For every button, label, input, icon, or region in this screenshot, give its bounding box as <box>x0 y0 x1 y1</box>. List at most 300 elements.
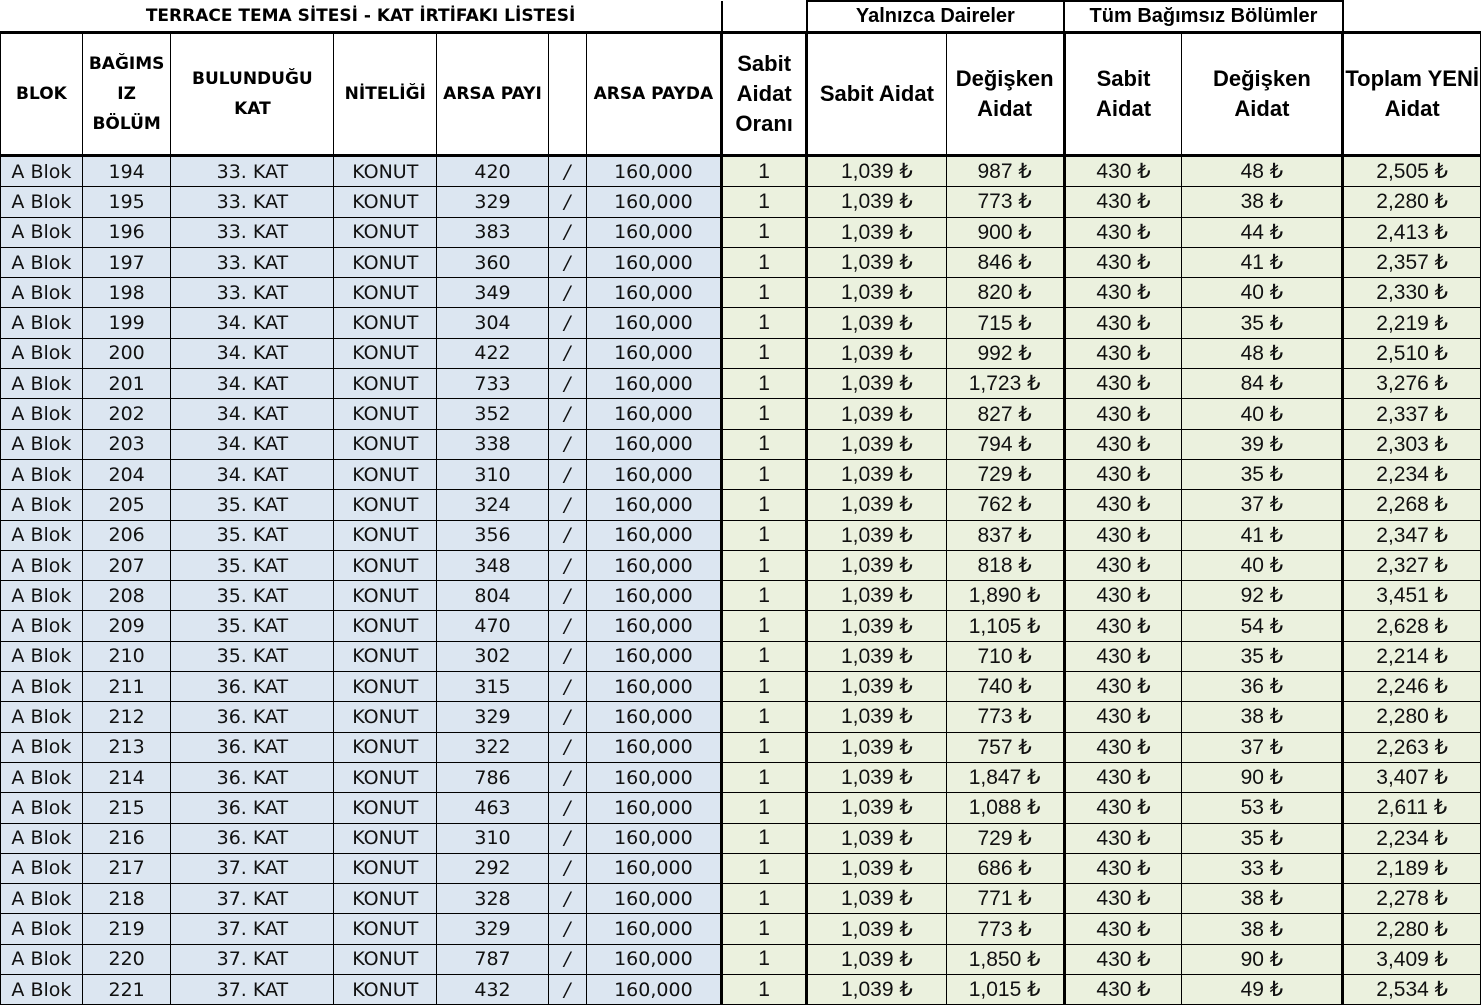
bagimsiz-bolum-cell: 205 <box>82 490 171 520</box>
blok-cell: A Blok <box>1 793 83 823</box>
blok-cell: A Blok <box>1 187 83 217</box>
table-row <box>1 490 1481 520</box>
daire-sabit-aidat-cell: 1,039 ₺ <box>807 308 947 338</box>
niteligi-cell: KONUT <box>334 550 437 580</box>
daire-degisken-aidat-cell: 1,015 ₺ <box>946 975 1064 1005</box>
niteligi-cell: KONUT <box>334 278 437 308</box>
arsa-payda-cell: 160,000 <box>586 672 722 702</box>
bagimsiz-bolum-cell: 210 <box>82 641 171 671</box>
tum-sabit-aidat-cell: 430 ₺ <box>1064 369 1182 399</box>
daire-sabit-aidat-cell: 1,039 ₺ <box>807 581 947 611</box>
table-row <box>1 247 1481 277</box>
bulundugu-kat-cell: 36. KAT <box>171 762 334 792</box>
sheet-title: TERRACE TEMA SİTESİ - KAT İRTİFAKI LİSTESİ <box>145 6 576 26</box>
bagimsiz-bolum-cell: 198 <box>82 278 171 308</box>
tum-sabit-aidat-cell: 430 ₺ <box>1064 399 1182 429</box>
bagimsiz-bolum-cell: 215 <box>82 793 171 823</box>
blok-cell: A Blok <box>1 732 83 762</box>
sabit-aidat-orani-cell: 1 <box>722 732 807 762</box>
blok-cell: A Blok <box>1 914 83 944</box>
niteligi-cell: KONUT <box>334 793 437 823</box>
arsa-payda-cell: 160,000 <box>586 156 722 187</box>
col-header-sabit-aidat-orani: Sabit Aidat Oranı <box>722 33 807 156</box>
tum-degisken-aidat-cell: 90 ₺ <box>1182 762 1343 792</box>
daire-degisken-aidat-cell: 820 ₺ <box>946 278 1064 308</box>
tum-degisken-aidat-cell: 41 ₺ <box>1182 247 1343 277</box>
sabit-aidat-orani-cell: 1 <box>722 641 807 671</box>
tum-degisken-aidat-cell: 48 ₺ <box>1182 338 1343 368</box>
bulundugu-kat-cell: 33. KAT <box>171 187 334 217</box>
daire-sabit-aidat-cell: 1,039 ₺ <box>807 641 947 671</box>
table-row <box>1 853 1481 883</box>
bulundugu-kat-cell: 35. KAT <box>171 550 334 580</box>
sabit-aidat-orani-cell: 1 <box>722 611 807 641</box>
slash-cell: / <box>548 672 586 702</box>
tum-degisken-aidat-cell: 40 ₺ <box>1182 399 1343 429</box>
niteligi-cell: KONUT <box>334 490 437 520</box>
table-row <box>1 884 1481 914</box>
arsa-payi-cell: 329 <box>437 914 549 944</box>
blok-cell: A Blok <box>1 308 83 338</box>
sabit-aidat-orani-cell: 1 <box>722 884 807 914</box>
daire-degisken-aidat-cell: 757 ₺ <box>946 732 1064 762</box>
niteligi-cell: KONUT <box>334 975 437 1005</box>
slash-cell: / <box>548 611 586 641</box>
daire-degisken-aidat-cell: 715 ₺ <box>946 308 1064 338</box>
bagimsiz-bolum-cell: 217 <box>82 853 171 883</box>
arsa-payi-cell: 787 <box>437 944 549 974</box>
niteligi-cell: KONUT <box>334 247 437 277</box>
daire-sabit-aidat-cell: 1,039 ₺ <box>807 884 947 914</box>
slash-cell: / <box>548 429 586 459</box>
tum-sabit-aidat-cell: 430 ₺ <box>1064 156 1182 187</box>
daire-sabit-aidat-cell: 1,039 ₺ <box>807 853 947 883</box>
arsa-payda-cell: 160,000 <box>586 459 722 489</box>
sabit-aidat-orani-cell: 1 <box>722 975 807 1005</box>
tum-sabit-aidat-cell: 430 ₺ <box>1064 672 1182 702</box>
sabit-aidat-orani-cell: 1 <box>722 581 807 611</box>
table-row <box>1 702 1481 732</box>
blok-cell: A Blok <box>1 399 83 429</box>
bulundugu-kat-cell: 37. KAT <box>171 975 334 1005</box>
bulundugu-kat-cell: 33. KAT <box>171 278 334 308</box>
toplam-yeni-aidat-cell: 2,505 ₺ <box>1343 156 1481 187</box>
tum-degisken-aidat-cell: 40 ₺ <box>1182 550 1343 580</box>
daire-degisken-aidat-cell: 846 ₺ <box>946 247 1064 277</box>
arsa-payda-cell: 160,000 <box>586 308 722 338</box>
tum-sabit-aidat-cell: 430 ₺ <box>1064 853 1182 883</box>
bulundugu-kat-cell: 35. KAT <box>171 611 334 641</box>
slash-cell: / <box>548 156 586 187</box>
slash-cell: / <box>548 520 586 550</box>
slash-cell: / <box>548 217 586 247</box>
bagimsiz-bolum-cell: 195 <box>82 187 171 217</box>
toplam-yeni-aidat-cell: 2,628 ₺ <box>1343 611 1481 641</box>
toplam-yeni-aidat-cell: 2,278 ₺ <box>1343 884 1481 914</box>
slash-cell: / <box>548 278 586 308</box>
bagimsiz-bolum-cell: 214 <box>82 762 171 792</box>
bulundugu-kat-cell: 34. KAT <box>171 369 334 399</box>
arsa-payda-cell: 160,000 <box>586 884 722 914</box>
arsa-payda-cell: 160,000 <box>586 490 722 520</box>
table-row <box>1 581 1481 611</box>
tum-degisken-aidat-cell: 54 ₺ <box>1182 611 1343 641</box>
table-body <box>1 156 1481 1005</box>
niteligi-cell: KONUT <box>334 641 437 671</box>
table-row <box>1 914 1481 944</box>
daire-degisken-aidat-cell: 729 ₺ <box>946 459 1064 489</box>
col-header-daire-degisken-aidat: Değişken Aidat <box>946 33 1064 156</box>
arsa-payda-cell: 160,000 <box>586 399 722 429</box>
bagimsiz-bolum-cell: 194 <box>82 156 171 187</box>
daire-degisken-aidat-cell: 729 ₺ <box>946 823 1064 853</box>
blok-cell: A Blok <box>1 156 83 187</box>
tum-sabit-aidat-cell: 430 ₺ <box>1064 732 1182 762</box>
bulundugu-kat-cell: 36. KAT <box>171 793 334 823</box>
tum-sabit-aidat-cell: 430 ₺ <box>1064 581 1182 611</box>
bulundugu-kat-cell: 36. KAT <box>171 702 334 732</box>
arsa-payi-cell: 470 <box>437 611 549 641</box>
daire-sabit-aidat-cell: 1,039 ₺ <box>807 278 947 308</box>
slash-cell: / <box>548 641 586 671</box>
slash-cell: / <box>548 459 586 489</box>
slash-cell: / <box>548 581 586 611</box>
bulundugu-kat-cell: 34. KAT <box>171 429 334 459</box>
daire-sabit-aidat-cell: 1,039 ₺ <box>807 732 947 762</box>
arsa-payda-cell: 160,000 <box>586 975 722 1005</box>
niteligi-cell: KONUT <box>334 217 437 247</box>
tum-degisken-aidat-cell: 39 ₺ <box>1182 429 1343 459</box>
bulundugu-kat-cell: 34. KAT <box>171 308 334 338</box>
daire-degisken-aidat-cell: 773 ₺ <box>946 702 1064 732</box>
tum-sabit-aidat-cell: 430 ₺ <box>1064 490 1182 520</box>
toplam-yeni-aidat-cell: 2,280 ₺ <box>1343 914 1481 944</box>
sabit-aidat-orani-cell: 1 <box>722 247 807 277</box>
arsa-payda-cell: 160,000 <box>586 611 722 641</box>
sabit-aidat-orani-cell: 1 <box>722 429 807 459</box>
daire-degisken-aidat-cell: 773 ₺ <box>946 914 1064 944</box>
daire-sabit-aidat-cell: 1,039 ₺ <box>807 550 947 580</box>
daire-sabit-aidat-cell: 1,039 ₺ <box>807 369 947 399</box>
niteligi-cell: KONUT <box>334 338 437 368</box>
arsa-payda-cell: 160,000 <box>586 793 722 823</box>
slash-cell: / <box>548 914 586 944</box>
table-row <box>1 399 1481 429</box>
tum-sabit-aidat-cell: 430 ₺ <box>1064 459 1182 489</box>
slash-cell: / <box>548 944 586 974</box>
table-row <box>1 369 1481 399</box>
tum-degisken-aidat-cell: 38 ₺ <box>1182 702 1343 732</box>
sabit-aidat-orani-cell: 1 <box>722 520 807 550</box>
col-header-bulundugu-kat: BULUNDUĞU KAT <box>171 33 334 156</box>
tum-degisken-aidat-cell: 35 ₺ <box>1182 823 1343 853</box>
toplam-yeni-aidat-cell: 3,409 ₺ <box>1343 944 1481 974</box>
arsa-payda-cell: 160,000 <box>586 338 722 368</box>
daire-sabit-aidat-cell: 1,039 ₺ <box>807 187 947 217</box>
arsa-payda-cell: 160,000 <box>586 581 722 611</box>
tum-sabit-aidat-cell: 430 ₺ <box>1064 308 1182 338</box>
toplam-yeni-aidat-cell: 2,337 ₺ <box>1343 399 1481 429</box>
daire-degisken-aidat-cell: 1,847 ₺ <box>946 762 1064 792</box>
slash-cell: / <box>548 490 586 520</box>
col-header-slash <box>548 33 586 156</box>
tum-degisken-aidat-cell: 35 ₺ <box>1182 308 1343 338</box>
arsa-payi-cell: 292 <box>437 853 549 883</box>
table-row <box>1 732 1481 762</box>
blok-cell: A Blok <box>1 338 83 368</box>
blok-cell: A Blok <box>1 429 83 459</box>
toplam-yeni-aidat-cell: 3,407 ₺ <box>1343 762 1481 792</box>
tum-sabit-aidat-cell: 430 ₺ <box>1064 217 1182 247</box>
arsa-payi-cell: 302 <box>437 641 549 671</box>
bulundugu-kat-cell: 36. KAT <box>171 732 334 762</box>
daire-degisken-aidat-cell: 987 ₺ <box>946 156 1064 187</box>
bulundugu-kat-cell: 35. KAT <box>171 641 334 671</box>
niteligi-cell: KONUT <box>334 762 437 792</box>
table-row <box>1 550 1481 580</box>
blok-cell: A Blok <box>1 611 83 641</box>
toplam-yeni-aidat-cell: 2,534 ₺ <box>1343 975 1481 1005</box>
slash-cell: / <box>548 247 586 277</box>
arsa-payda-cell: 160,000 <box>586 762 722 792</box>
arsa-payda-cell: 160,000 <box>586 823 722 853</box>
tum-degisken-aidat-cell: 41 ₺ <box>1182 520 1343 550</box>
table-row <box>1 429 1481 459</box>
bagimsiz-bolum-cell: 216 <box>82 823 171 853</box>
arsa-payi-cell: 338 <box>437 429 549 459</box>
daire-sabit-aidat-cell: 1,039 ₺ <box>807 399 947 429</box>
niteligi-cell: KONUT <box>334 884 437 914</box>
tum-sabit-aidat-cell: 430 ₺ <box>1064 611 1182 641</box>
table-row <box>1 187 1481 217</box>
bulundugu-kat-cell: 35. KAT <box>171 490 334 520</box>
blok-cell: A Blok <box>1 247 83 277</box>
tum-sabit-aidat-cell: 430 ₺ <box>1064 520 1182 550</box>
col-header-bagimsiz-bolum: BAĞIMS IZ BÖLÜM <box>82 33 171 156</box>
sabit-aidat-orani-cell: 1 <box>722 187 807 217</box>
daire-degisken-aidat-cell: 837 ₺ <box>946 520 1064 550</box>
sabit-aidat-orani-cell: 1 <box>722 914 807 944</box>
sabit-aidat-orani-cell: 1 <box>722 490 807 520</box>
bulundugu-kat-cell: 35. KAT <box>171 520 334 550</box>
toplam-yeni-aidat-cell: 2,268 ₺ <box>1343 490 1481 520</box>
blok-cell: A Blok <box>1 278 83 308</box>
blok-cell: A Blok <box>1 672 83 702</box>
arsa-payi-cell: 463 <box>437 793 549 823</box>
slash-cell: / <box>548 550 586 580</box>
niteligi-cell: KONUT <box>334 702 437 732</box>
bagimsiz-bolum-cell: 207 <box>82 550 171 580</box>
bagimsiz-bolum-cell: 206 <box>82 520 171 550</box>
blok-cell: A Blok <box>1 490 83 520</box>
bagimsiz-bolum-cell: 200 <box>82 338 171 368</box>
daire-degisken-aidat-cell: 1,105 ₺ <box>946 611 1064 641</box>
tum-degisken-aidat-cell: 49 ₺ <box>1182 975 1343 1005</box>
toplam-yeni-aidat-cell: 2,510 ₺ <box>1343 338 1481 368</box>
bagimsiz-bolum-cell: 220 <box>82 944 171 974</box>
table-row <box>1 762 1481 792</box>
table-row <box>1 520 1481 550</box>
sabit-aidat-orani-cell: 1 <box>722 672 807 702</box>
bagimsiz-bolum-cell: 196 <box>82 217 171 247</box>
tum-degisken-aidat-cell: 37 ₺ <box>1182 732 1343 762</box>
table-row <box>1 308 1481 338</box>
daire-degisken-aidat-cell: 1,890 ₺ <box>946 581 1064 611</box>
title-spacer-right <box>1343 1 1481 33</box>
bagimsiz-bolum-cell: 213 <box>82 732 171 762</box>
sabit-aidat-orani-cell: 1 <box>722 459 807 489</box>
bulundugu-kat-cell: 33. KAT <box>171 247 334 277</box>
toplam-yeni-aidat-cell: 2,330 ₺ <box>1343 278 1481 308</box>
toplam-yeni-aidat-cell: 2,263 ₺ <box>1343 732 1481 762</box>
bagimsiz-bolum-cell: 197 <box>82 247 171 277</box>
title-spacer <box>722 1 807 33</box>
arsa-payda-cell: 160,000 <box>586 732 722 762</box>
slash-cell: / <box>548 187 586 217</box>
sabit-aidat-orani-cell: 1 <box>722 853 807 883</box>
daire-sabit-aidat-cell: 1,039 ₺ <box>807 975 947 1005</box>
sabit-aidat-orani-cell: 1 <box>722 278 807 308</box>
tum-sabit-aidat-cell: 430 ₺ <box>1064 762 1182 792</box>
group-yalnizca-daireler: Yalnızca Daireler <box>807 1 1065 33</box>
toplam-yeni-aidat-cell: 2,280 ₺ <box>1343 702 1481 732</box>
col-header-tum-degisken-aidat: Değişken Aidat <box>1182 33 1343 156</box>
daire-degisken-aidat-cell: 1,723 ₺ <box>946 369 1064 399</box>
tum-sabit-aidat-cell: 430 ₺ <box>1064 944 1182 974</box>
bulundugu-kat-cell: 36. KAT <box>171 672 334 702</box>
daire-degisken-aidat-cell: 794 ₺ <box>946 429 1064 459</box>
table-row <box>1 156 1481 187</box>
daire-degisken-aidat-cell: 762 ₺ <box>946 490 1064 520</box>
arsa-payi-cell: 432 <box>437 975 549 1005</box>
tum-sabit-aidat-cell: 430 ₺ <box>1064 550 1182 580</box>
arsa-payda-cell: 160,000 <box>586 550 722 580</box>
arsa-payi-cell: 349 <box>437 278 549 308</box>
daire-degisken-aidat-cell: 900 ₺ <box>946 217 1064 247</box>
tum-sabit-aidat-cell: 430 ₺ <box>1064 338 1182 368</box>
niteligi-cell: KONUT <box>334 369 437 399</box>
tum-degisken-aidat-cell: 48 ₺ <box>1182 156 1343 187</box>
table-row <box>1 338 1481 368</box>
blok-cell: A Blok <box>1 975 83 1005</box>
bagimsiz-bolum-cell: 219 <box>82 914 171 944</box>
slash-cell: / <box>548 762 586 792</box>
arsa-payda-cell: 160,000 <box>586 944 722 974</box>
arsa-payda-cell: 160,000 <box>586 247 722 277</box>
slash-cell: / <box>548 369 586 399</box>
blok-cell: A Blok <box>1 369 83 399</box>
daire-sabit-aidat-cell: 1,039 ₺ <box>807 793 947 823</box>
daire-sabit-aidat-cell: 1,039 ₺ <box>807 762 947 792</box>
niteligi-cell: KONUT <box>334 459 437 489</box>
arsa-payi-cell: 733 <box>437 369 549 399</box>
bagimsiz-bolum-cell: 209 <box>82 611 171 641</box>
bagimsiz-bolum-cell: 212 <box>82 702 171 732</box>
bulundugu-kat-cell: 34. KAT <box>171 399 334 429</box>
arsa-payda-cell: 160,000 <box>586 429 722 459</box>
sabit-aidat-orani-cell: 1 <box>722 217 807 247</box>
toplam-yeni-aidat-cell: 2,611 ₺ <box>1343 793 1481 823</box>
arsa-payda-cell: 160,000 <box>586 702 722 732</box>
blok-cell: A Blok <box>1 550 83 580</box>
arsa-payda-cell: 160,000 <box>586 369 722 399</box>
toplam-yeni-aidat-cell: 2,303 ₺ <box>1343 429 1481 459</box>
sabit-aidat-orani-cell: 1 <box>722 550 807 580</box>
daire-sabit-aidat-cell: 1,039 ₺ <box>807 490 947 520</box>
header-row <box>1 33 1481 156</box>
tum-degisken-aidat-cell: 35 ₺ <box>1182 459 1343 489</box>
tum-sabit-aidat-cell: 430 ₺ <box>1064 914 1182 944</box>
bulundugu-kat-cell: 34. KAT <box>171 459 334 489</box>
tum-degisken-aidat-cell: 44 ₺ <box>1182 217 1343 247</box>
col-header-arsa-payi: ARSA PAYI <box>437 33 549 156</box>
tum-degisken-aidat-cell: 37 ₺ <box>1182 490 1343 520</box>
arsa-payi-cell: 348 <box>437 550 549 580</box>
tum-degisken-aidat-cell: 84 ₺ <box>1182 369 1343 399</box>
col-header-niteligi: NİTELİĞİ <box>334 33 437 156</box>
slash-cell: / <box>548 702 586 732</box>
daire-sabit-aidat-cell: 1,039 ₺ <box>807 823 947 853</box>
toplam-yeni-aidat-cell: 3,451 ₺ <box>1343 581 1481 611</box>
tum-sabit-aidat-cell: 430 ₺ <box>1064 702 1182 732</box>
daire-sabit-aidat-cell: 1,039 ₺ <box>807 611 947 641</box>
daire-sabit-aidat-cell: 1,039 ₺ <box>807 156 947 187</box>
daire-sabit-aidat-cell: 1,039 ₺ <box>807 459 947 489</box>
tum-degisken-aidat-cell: 33 ₺ <box>1182 853 1343 883</box>
slash-cell: / <box>548 338 586 368</box>
daire-degisken-aidat-cell: 1,088 ₺ <box>946 793 1064 823</box>
bulundugu-kat-cell: 33. KAT <box>171 156 334 187</box>
sabit-aidat-orani-cell: 1 <box>722 369 807 399</box>
arsa-payi-cell: 383 <box>437 217 549 247</box>
arsa-payi-cell: 324 <box>437 490 549 520</box>
bagimsiz-bolum-cell: 204 <box>82 459 171 489</box>
tum-degisken-aidat-cell: 92 ₺ <box>1182 581 1343 611</box>
arsa-payda-cell: 160,000 <box>586 914 722 944</box>
daire-degisken-aidat-cell: 740 ₺ <box>946 672 1064 702</box>
sabit-aidat-orani-cell: 1 <box>722 944 807 974</box>
col-header-arsa-payda: ARSA PAYDA <box>586 33 722 156</box>
bagimsiz-bolum-cell: 199 <box>82 308 171 338</box>
slash-cell: / <box>548 853 586 883</box>
bagimsiz-bolum-cell: 218 <box>82 884 171 914</box>
bulundugu-kat-cell: 33. KAT <box>171 217 334 247</box>
tum-degisken-aidat-cell: 38 ₺ <box>1182 884 1343 914</box>
sabit-aidat-orani-cell: 1 <box>722 338 807 368</box>
blok-cell: A Blok <box>1 581 83 611</box>
blok-cell: A Blok <box>1 944 83 974</box>
slash-cell: / <box>548 793 586 823</box>
tum-degisken-aidat-cell: 36 ₺ <box>1182 672 1343 702</box>
daire-degisken-aidat-cell: 827 ₺ <box>946 399 1064 429</box>
bagimsiz-bolum-cell: 221 <box>82 975 171 1005</box>
toplam-yeni-aidat-cell: 2,413 ₺ <box>1343 217 1481 247</box>
title-row <box>1 1 1481 33</box>
blok-cell: A Blok <box>1 459 83 489</box>
arsa-payda-cell: 160,000 <box>586 520 722 550</box>
niteligi-cell: KONUT <box>334 581 437 611</box>
arsa-payda-cell: 160,000 <box>586 641 722 671</box>
col-header-blok: BLOK <box>1 33 83 156</box>
slash-cell: / <box>548 975 586 1005</box>
col-header-toplam-yeni-aidat: Toplam YENİ Aidat <box>1343 33 1481 156</box>
bagimsiz-bolum-cell: 211 <box>82 672 171 702</box>
tum-sabit-aidat-cell: 430 ₺ <box>1064 823 1182 853</box>
arsa-payda-cell: 160,000 <box>586 853 722 883</box>
niteligi-cell: KONUT <box>334 944 437 974</box>
slash-cell: / <box>548 823 586 853</box>
toplam-yeni-aidat-cell: 2,246 ₺ <box>1343 672 1481 702</box>
